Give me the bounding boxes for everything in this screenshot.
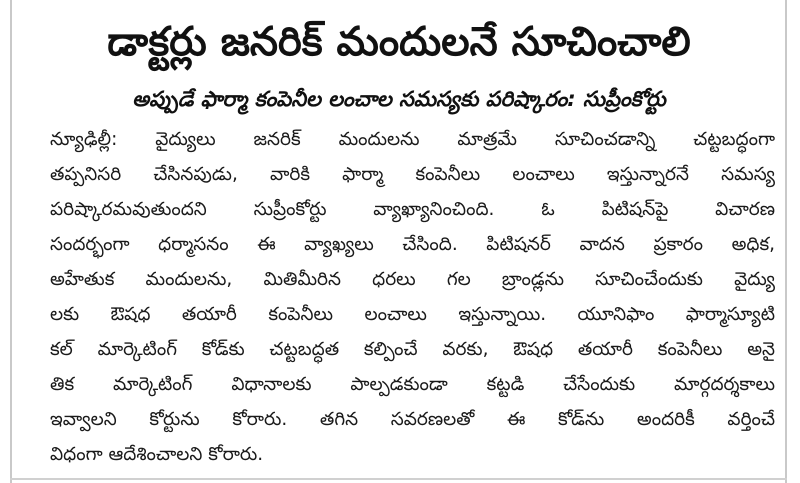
article-subheadline: అప్పుడే ఫార్మా కంపెనీల లంచాల సమస్యకు పరిష్కారం: సుప్రీంకోర్టు <box>132 87 666 111</box>
body-line: ఇవ్వాలని కోర్టును కోరారు. తగిన సవరణలతో ఈ కోడ్‌ను అందరికీ వర్తించే <box>50 409 775 430</box>
clipping-left-border <box>10 0 12 483</box>
clipping-bottom-border <box>10 478 787 480</box>
body-line: న్యూఢిల్లీ: వైద్యులు జనరిక్ మందులను మాత్రమే సూచించడాన్ని చట్టబద్ధంగా <box>50 129 775 150</box>
body-line: విధంగా ఆదేశించాలని కోరారు. <box>50 444 264 465</box>
article-body <box>50 122 775 472</box>
body-line: తిక మార్కెటింగ్ విధానాలకు పాల్పడకుండా కట్టడి చేసేందుకు మార్గదర్శకాలు <box>50 374 775 395</box>
body-line: సందర్భంగా ధర్మాసనం ఈ వ్యాఖ్యలు చేసింది. పిటిషనర్ వాదన ప్రకారం అధిక, <box>50 234 775 255</box>
clipping-right-border <box>785 0 787 483</box>
body-line: కల్ మార్కెటింగ్ కోడ్‌కు చట్టబద్ధత కల్పించే వరకు, ఔషధ తయారీ కంపెనీలు అనై <box>50 339 775 360</box>
body-line: పరిష్కారమవుతుందని సుప్రీంకోర్టు వ్యాఖ్యానించింది. ఓ పిటిషన్‌పై విచారణ <box>50 199 775 220</box>
body-line: తప్పనిసరి చేసినపుడు, వారికి ఫార్మా కంపెనీలు లంచాలు ఇస్తున్నారనే సమస్య <box>50 164 775 185</box>
article-headline: డాక్టర్లు జనరిక్ మందులనే సూచించాలి <box>107 19 691 65</box>
body-line: లకు ఔషధ తయారీ కంపెనీలు లంచాలు ఇస్తున్నాయి. యూనిఫాం ఫార్మాస్యూటి <box>50 304 775 325</box>
body-line: అహేతుక మందులను, మితిమీరిన ధరలు గల బ్రాండ్లను సూచించేందుకు వైద్యు <box>50 269 775 290</box>
